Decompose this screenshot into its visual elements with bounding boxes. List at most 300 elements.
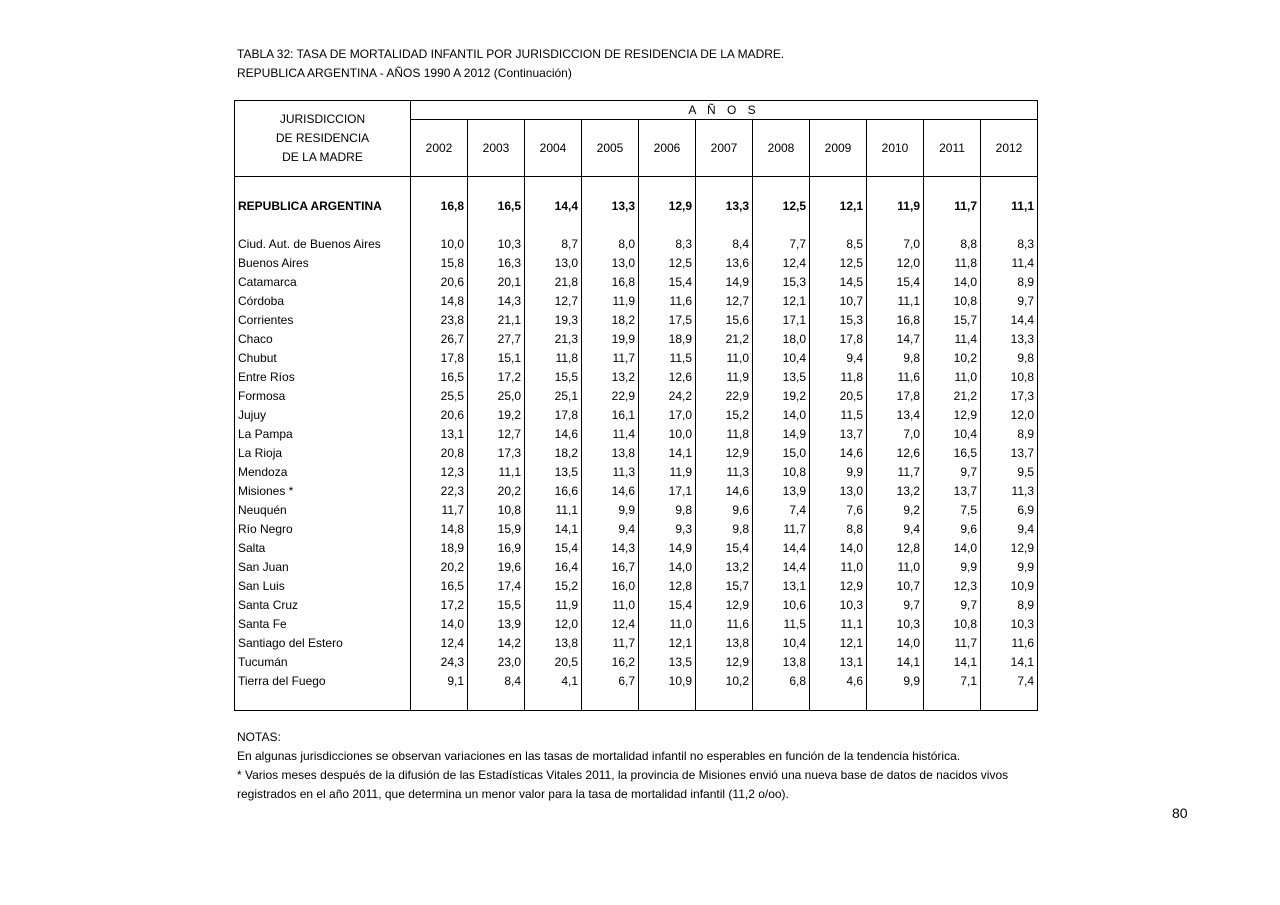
rate-cell: 12,3 bbox=[411, 463, 468, 482]
rate-cell: 18,2 bbox=[525, 444, 582, 463]
rate-cell: 10,2 bbox=[924, 349, 981, 368]
rate-cell: 14,0 bbox=[639, 558, 696, 577]
year-header: 2007 bbox=[696, 120, 753, 177]
table-row bbox=[235, 387, 1038, 406]
rate-cell: 12,9 bbox=[810, 577, 867, 596]
rate-cell: 12,5 bbox=[810, 254, 867, 273]
rate-cell: 11,3 bbox=[582, 463, 639, 482]
rate-cell: 4,1 bbox=[525, 672, 582, 691]
rate-cell: 19,3 bbox=[525, 311, 582, 330]
rate-cell: 21,1 bbox=[468, 311, 525, 330]
rate-cell: 13,8 bbox=[525, 634, 582, 653]
rate-cell: 13,0 bbox=[810, 482, 867, 501]
rate-cell: 16,2 bbox=[582, 653, 639, 672]
jurisdiction-name: Chaco bbox=[235, 330, 411, 349]
rate-cell: 11,4 bbox=[981, 254, 1038, 273]
rate-cell: 11,3 bbox=[981, 482, 1038, 501]
rate-cell: 8,9 bbox=[981, 273, 1038, 292]
rate-cell: 13,7 bbox=[981, 444, 1038, 463]
rate-cell: 14,3 bbox=[582, 539, 639, 558]
rate-cell: 12,9 bbox=[696, 444, 753, 463]
rate-cell: 13,9 bbox=[468, 615, 525, 634]
rate-cell: 17,2 bbox=[411, 596, 468, 615]
rate-cell: 18,0 bbox=[753, 330, 810, 349]
rate-cell: 9,7 bbox=[924, 463, 981, 482]
rate-cell: 6,7 bbox=[582, 672, 639, 691]
year-header: 2008 bbox=[753, 120, 810, 177]
table-row bbox=[235, 254, 1038, 273]
rate-cell: 9,8 bbox=[981, 349, 1038, 368]
rate-cell: 17,8 bbox=[867, 387, 924, 406]
jurisdiction-name: Ciud. Aut. de Buenos Aires bbox=[235, 235, 411, 254]
rate-cell: 10,7 bbox=[867, 577, 924, 596]
rate-cell: 13,3 bbox=[582, 187, 639, 225]
rate-cell: 10,0 bbox=[639, 425, 696, 444]
jurisdiction-name: Salta bbox=[235, 539, 411, 558]
rate-cell: 15,7 bbox=[696, 577, 753, 596]
jurisdiction-name: Córdoba bbox=[235, 292, 411, 311]
rate-cell: 17,3 bbox=[981, 387, 1038, 406]
rate-cell: 21,3 bbox=[525, 330, 582, 349]
rate-cell: 15,1 bbox=[468, 349, 525, 368]
rate-cell: 16,5 bbox=[411, 368, 468, 387]
rate-cell: 25,1 bbox=[525, 387, 582, 406]
rate-cell: 17,0 bbox=[639, 406, 696, 425]
table-row bbox=[235, 463, 1038, 482]
rate-cell: 19,9 bbox=[582, 330, 639, 349]
rate-cell: 11,6 bbox=[867, 368, 924, 387]
rate-cell: 9,9 bbox=[867, 672, 924, 691]
rate-cell: 9,9 bbox=[810, 463, 867, 482]
rate-cell: 13,4 bbox=[867, 406, 924, 425]
rate-cell: 15,7 bbox=[924, 311, 981, 330]
jurisdiction-name: Mendoza bbox=[235, 463, 411, 482]
rate-cell: 11,8 bbox=[696, 425, 753, 444]
rate-cell: 20,5 bbox=[810, 387, 867, 406]
rate-cell: 22,3 bbox=[411, 482, 468, 501]
rate-cell: 19,2 bbox=[753, 387, 810, 406]
rate-cell: 18,2 bbox=[582, 311, 639, 330]
rate-cell: 16,8 bbox=[867, 311, 924, 330]
rate-cell: 10,3 bbox=[810, 596, 867, 615]
rate-cell: 15,6 bbox=[696, 311, 753, 330]
rate-cell: 24,3 bbox=[411, 653, 468, 672]
rate-cell: 12,9 bbox=[981, 539, 1038, 558]
rate-cell: 12,9 bbox=[924, 406, 981, 425]
rate-cell: 15,4 bbox=[696, 539, 753, 558]
rate-cell: 21,2 bbox=[924, 387, 981, 406]
jurisdiction-name: Jujuy bbox=[235, 406, 411, 425]
table-row bbox=[235, 672, 1038, 691]
rate-cell: 9,8 bbox=[639, 501, 696, 520]
table-row bbox=[235, 349, 1038, 368]
rate-cell: 20,6 bbox=[411, 406, 468, 425]
rate-cell: 20,8 bbox=[411, 444, 468, 463]
rate-cell: 17,1 bbox=[753, 311, 810, 330]
note-line: registrados en el año 2011, que determina un menor valor para la tasa de mortalidad infantil (11,2 o/oo). bbox=[237, 787, 789, 801]
notes-heading: NOTAS: bbox=[237, 730, 281, 744]
rate-cell: 11,9 bbox=[696, 368, 753, 387]
jurisdiction-name: Buenos Aires bbox=[235, 254, 411, 273]
rate-cell: 7,5 bbox=[924, 501, 981, 520]
table-row bbox=[235, 292, 1038, 311]
rate-cell: 7,0 bbox=[867, 425, 924, 444]
rate-cell: 16,5 bbox=[411, 577, 468, 596]
rate-cell: 17,3 bbox=[468, 444, 525, 463]
jurisdiction-name: Río Negro bbox=[235, 520, 411, 539]
rate-cell: 10,3 bbox=[468, 235, 525, 254]
rate-cell: 4,6 bbox=[810, 672, 867, 691]
rate-cell: 17,1 bbox=[639, 482, 696, 501]
rate-cell: 8,0 bbox=[582, 235, 639, 254]
rate-cell: 13,0 bbox=[525, 254, 582, 273]
rate-cell: 11,0 bbox=[639, 615, 696, 634]
table-row bbox=[235, 368, 1038, 387]
rate-cell: 13,5 bbox=[525, 463, 582, 482]
rate-cell: 10,3 bbox=[867, 615, 924, 634]
rate-cell: 16,9 bbox=[468, 539, 525, 558]
table-row bbox=[235, 311, 1038, 330]
jurisdiction-name: Misiones * bbox=[235, 482, 411, 501]
rate-cell: 13,5 bbox=[753, 368, 810, 387]
rate-cell: 6,9 bbox=[981, 501, 1038, 520]
year-header: 2006 bbox=[639, 120, 696, 177]
rate-cell: 15,0 bbox=[753, 444, 810, 463]
rate-cell: 14,6 bbox=[582, 482, 639, 501]
page-number: 80 bbox=[1172, 805, 1188, 821]
rate-cell: 10,8 bbox=[924, 292, 981, 311]
rate-cell: 16,0 bbox=[582, 577, 639, 596]
rate-cell: 13,7 bbox=[924, 482, 981, 501]
rate-cell: 27,7 bbox=[468, 330, 525, 349]
rate-cell: 16,5 bbox=[924, 444, 981, 463]
table-row bbox=[235, 444, 1038, 463]
rate-cell: 11,6 bbox=[639, 292, 696, 311]
rate-cell: 13,1 bbox=[810, 653, 867, 672]
rate-cell: 11,7 bbox=[582, 349, 639, 368]
rate-cell: 9,3 bbox=[639, 520, 696, 539]
rate-cell: 15,4 bbox=[525, 539, 582, 558]
rate-cell: 12,7 bbox=[468, 425, 525, 444]
rate-cell: 11,1 bbox=[468, 463, 525, 482]
rate-cell: 12,1 bbox=[810, 634, 867, 653]
rate-cell: 6,8 bbox=[753, 672, 810, 691]
rate-cell: 10,8 bbox=[468, 501, 525, 520]
rate-cell: 8,4 bbox=[468, 672, 525, 691]
rate-cell: 15,9 bbox=[468, 520, 525, 539]
rate-cell: 11,9 bbox=[867, 187, 924, 225]
jurisdiction-name: Corrientes bbox=[235, 311, 411, 330]
rate-cell: 9,1 bbox=[411, 672, 468, 691]
table-title: TABLA 32: TASA DE MORTALIDAD INFANTIL POR JURISDICCION DE RESIDENCIA DE LA MADRE. bbox=[237, 47, 785, 61]
rate-cell: 11,7 bbox=[582, 634, 639, 653]
rate-cell: 11,7 bbox=[924, 634, 981, 653]
note-line: En algunas jurisdicciones se observan variaciones en las tasas de mortalidad infantil no esperables en función de la tendencia histórica. bbox=[237, 749, 961, 763]
jurisdiction-name: Neuquén bbox=[235, 501, 411, 520]
rate-cell: 11,1 bbox=[867, 292, 924, 311]
rate-cell: 10,4 bbox=[753, 634, 810, 653]
rate-cell: 8,4 bbox=[696, 235, 753, 254]
rate-cell: 9,7 bbox=[981, 292, 1038, 311]
rate-cell: 14,9 bbox=[696, 273, 753, 292]
rate-cell: 12,8 bbox=[639, 577, 696, 596]
year-header: 2004 bbox=[525, 120, 582, 177]
rate-cell: 23,0 bbox=[468, 653, 525, 672]
year-header: 2003 bbox=[468, 120, 525, 177]
rate-cell: 15,2 bbox=[696, 406, 753, 425]
rate-cell: 13,1 bbox=[411, 425, 468, 444]
rate-cell: 8,3 bbox=[981, 235, 1038, 254]
rate-cell: 11,0 bbox=[696, 349, 753, 368]
rate-cell: 14,8 bbox=[411, 520, 468, 539]
year-header: 2011 bbox=[924, 120, 981, 177]
rate-cell: 17,8 bbox=[411, 349, 468, 368]
rate-cell: 14,8 bbox=[411, 292, 468, 311]
rate-cell: 18,9 bbox=[411, 539, 468, 558]
rate-cell: 9,9 bbox=[981, 558, 1038, 577]
rate-cell: 9,4 bbox=[981, 520, 1038, 539]
jurisdiction-name: Tierra del Fuego bbox=[235, 672, 411, 691]
rate-cell: 21,8 bbox=[525, 273, 582, 292]
rate-cell: 11,7 bbox=[753, 520, 810, 539]
rate-cell: 11,6 bbox=[696, 615, 753, 634]
year-header: 2009 bbox=[810, 120, 867, 177]
rate-cell: 20,2 bbox=[411, 558, 468, 577]
rate-cell: 15,8 bbox=[411, 254, 468, 273]
rate-cell: 9,4 bbox=[810, 349, 867, 368]
rate-cell: 11,1 bbox=[981, 187, 1038, 225]
rate-cell: 11,8 bbox=[924, 254, 981, 273]
table-row bbox=[235, 520, 1038, 539]
rate-cell: 12,1 bbox=[639, 634, 696, 653]
rate-cell: 14,3 bbox=[468, 292, 525, 311]
rate-cell: 12,9 bbox=[696, 596, 753, 615]
rate-cell: 9,8 bbox=[696, 520, 753, 539]
rate-cell: 14,1 bbox=[525, 520, 582, 539]
table-row bbox=[235, 235, 1038, 254]
rate-cell: 11,4 bbox=[924, 330, 981, 349]
rate-cell: 11,5 bbox=[753, 615, 810, 634]
rate-cell: 19,2 bbox=[468, 406, 525, 425]
rate-cell: 12,5 bbox=[753, 187, 810, 225]
rate-cell: 15,3 bbox=[753, 273, 810, 292]
rate-cell: 10,9 bbox=[639, 672, 696, 691]
rate-cell: 13,2 bbox=[867, 482, 924, 501]
rate-cell: 11,5 bbox=[810, 406, 867, 425]
rate-cell: 11,6 bbox=[981, 634, 1038, 653]
rate-cell: 20,6 bbox=[411, 273, 468, 292]
rate-cell: 8,3 bbox=[639, 235, 696, 254]
rate-cell: 10,7 bbox=[810, 292, 867, 311]
rate-cell: 11,7 bbox=[924, 187, 981, 225]
rate-cell: 13,9 bbox=[753, 482, 810, 501]
table-row bbox=[235, 634, 1038, 653]
rate-cell: 11,7 bbox=[867, 463, 924, 482]
rate-cell: 10,2 bbox=[696, 672, 753, 691]
rate-cell: 11,9 bbox=[639, 463, 696, 482]
rate-cell: 11,7 bbox=[411, 501, 468, 520]
rate-cell: 14,1 bbox=[981, 653, 1038, 672]
rate-cell: 9,7 bbox=[924, 596, 981, 615]
year-header: 2010 bbox=[867, 120, 924, 177]
rate-cell: 9,9 bbox=[582, 501, 639, 520]
rate-cell: 16,8 bbox=[411, 187, 468, 225]
jurisdiction-name: REPUBLICA ARGENTINA bbox=[235, 187, 411, 225]
jurisdiction-name: Santa Fe bbox=[235, 615, 411, 634]
rate-cell: 17,8 bbox=[525, 406, 582, 425]
rate-cell: 8,8 bbox=[924, 235, 981, 254]
rate-cell: 8,5 bbox=[810, 235, 867, 254]
rate-cell: 10,8 bbox=[981, 368, 1038, 387]
rate-cell: 17,5 bbox=[639, 311, 696, 330]
rate-cell: 10,9 bbox=[981, 577, 1038, 596]
jurisdiction-header: JURISDICCION DE RESIDENCIA DE LA MADRE bbox=[235, 101, 411, 177]
rate-cell: 10,8 bbox=[753, 463, 810, 482]
rate-cell: 14,4 bbox=[525, 187, 582, 225]
jurisdiction-name: Santa Cruz bbox=[235, 596, 411, 615]
rate-cell: 14,9 bbox=[639, 539, 696, 558]
rate-cell: 14,0 bbox=[411, 615, 468, 634]
rate-cell: 11,0 bbox=[810, 558, 867, 577]
rate-cell: 12,1 bbox=[810, 187, 867, 225]
jurisdiction-name: Catamarca bbox=[235, 273, 411, 292]
rate-cell: 15,4 bbox=[639, 273, 696, 292]
rate-cell: 7,6 bbox=[810, 501, 867, 520]
rate-cell: 14,0 bbox=[810, 539, 867, 558]
jurisdiction-name: Formosa bbox=[235, 387, 411, 406]
table-row bbox=[235, 330, 1038, 349]
rate-cell: 14,4 bbox=[981, 311, 1038, 330]
rate-cell: 14,0 bbox=[753, 406, 810, 425]
rate-cell: 13,1 bbox=[753, 577, 810, 596]
rate-cell: 12,6 bbox=[867, 444, 924, 463]
rate-cell: 14,0 bbox=[867, 634, 924, 653]
rate-cell: 11,0 bbox=[924, 368, 981, 387]
rate-cell: 13,5 bbox=[639, 653, 696, 672]
rate-cell: 14,5 bbox=[810, 273, 867, 292]
rate-cell: 14,0 bbox=[924, 273, 981, 292]
rate-cell: 20,5 bbox=[525, 653, 582, 672]
table-row bbox=[235, 596, 1038, 615]
rate-cell: 9,4 bbox=[867, 520, 924, 539]
rate-cell: 15,5 bbox=[525, 368, 582, 387]
rate-cell: 14,1 bbox=[867, 653, 924, 672]
rate-cell: 18,9 bbox=[639, 330, 696, 349]
rate-cell: 25,5 bbox=[411, 387, 468, 406]
jurisdiction-name: Santiago del Estero bbox=[235, 634, 411, 653]
rate-cell: 8,8 bbox=[810, 520, 867, 539]
rate-cell: 7,0 bbox=[867, 235, 924, 254]
rate-cell: 20,2 bbox=[468, 482, 525, 501]
jurisdiction-name: San Luis bbox=[235, 577, 411, 596]
jurisdiction-name: La Rioja bbox=[235, 444, 411, 463]
rate-cell: 16,6 bbox=[525, 482, 582, 501]
rate-cell: 14,1 bbox=[924, 653, 981, 672]
rate-cell: 14,6 bbox=[696, 482, 753, 501]
jurisdiction-name: Chubut bbox=[235, 349, 411, 368]
rate-cell: 10,0 bbox=[411, 235, 468, 254]
rate-cell: 16,4 bbox=[525, 558, 582, 577]
rate-cell: 17,2 bbox=[468, 368, 525, 387]
rate-cell: 20,1 bbox=[468, 273, 525, 292]
year-header: 2002 bbox=[411, 120, 468, 177]
rate-cell: 12,0 bbox=[981, 406, 1038, 425]
rate-cell: 14,6 bbox=[810, 444, 867, 463]
rate-cell: 7,1 bbox=[924, 672, 981, 691]
rate-cell: 11,9 bbox=[525, 596, 582, 615]
rate-cell: 7,7 bbox=[753, 235, 810, 254]
table-row bbox=[235, 482, 1038, 501]
rate-cell: 26,7 bbox=[411, 330, 468, 349]
rate-cell: 9,6 bbox=[924, 520, 981, 539]
rate-cell: 10,4 bbox=[924, 425, 981, 444]
rate-cell: 12,9 bbox=[639, 187, 696, 225]
rate-cell: 13,7 bbox=[810, 425, 867, 444]
table-row bbox=[235, 406, 1038, 425]
rate-cell: 25,0 bbox=[468, 387, 525, 406]
rate-cell: 12,9 bbox=[696, 653, 753, 672]
rate-cell: 12,4 bbox=[753, 254, 810, 273]
rate-cell: 13,0 bbox=[582, 254, 639, 273]
rate-cell: 17,8 bbox=[810, 330, 867, 349]
table-row bbox=[235, 615, 1038, 634]
table-row bbox=[235, 273, 1038, 292]
years-header: A Ñ O S bbox=[411, 101, 1038, 120]
rate-cell: 9,5 bbox=[981, 463, 1038, 482]
rate-cell: 10,6 bbox=[753, 596, 810, 615]
rate-cell: 15,3 bbox=[810, 311, 867, 330]
rate-cell: 13,2 bbox=[582, 368, 639, 387]
rate-cell: 15,4 bbox=[639, 596, 696, 615]
rate-cell: 11,0 bbox=[867, 558, 924, 577]
rate-cell: 8,9 bbox=[981, 425, 1038, 444]
rate-cell: 13,6 bbox=[696, 254, 753, 273]
table-subtitle: REPUBLICA ARGENTINA - AÑOS 1990 A 2012 (Continuación) bbox=[237, 66, 572, 80]
rate-cell: 10,8 bbox=[924, 615, 981, 634]
rate-cell: 8,7 bbox=[525, 235, 582, 254]
table-row bbox=[235, 501, 1038, 520]
rate-cell: 14,7 bbox=[867, 330, 924, 349]
rate-cell: 11,4 bbox=[582, 425, 639, 444]
rate-cell: 22,9 bbox=[582, 387, 639, 406]
rate-cell: 13,3 bbox=[981, 330, 1038, 349]
rate-cell: 11,0 bbox=[582, 596, 639, 615]
rate-cell: 12,5 bbox=[639, 254, 696, 273]
table-row bbox=[235, 425, 1038, 444]
rate-cell: 10,3 bbox=[981, 615, 1038, 634]
rate-cell: 23,8 bbox=[411, 311, 468, 330]
rate-cell: 12,0 bbox=[525, 615, 582, 634]
rate-cell: 11,1 bbox=[525, 501, 582, 520]
jurisdiction-name: Tucumán bbox=[235, 653, 411, 672]
rate-cell: 9,6 bbox=[696, 501, 753, 520]
rate-cell: 15,5 bbox=[468, 596, 525, 615]
rate-cell: 7,4 bbox=[981, 672, 1038, 691]
rate-cell: 12,4 bbox=[411, 634, 468, 653]
rate-cell: 13,3 bbox=[696, 187, 753, 225]
table-row bbox=[235, 577, 1038, 596]
mortality-table bbox=[234, 100, 1038, 711]
year-header: 2012 bbox=[981, 120, 1038, 177]
rate-cell: 9,2 bbox=[867, 501, 924, 520]
rate-cell: 16,1 bbox=[582, 406, 639, 425]
table-row bbox=[235, 653, 1038, 672]
rate-cell: 13,8 bbox=[582, 444, 639, 463]
jurisdiction-name: La Pampa bbox=[235, 425, 411, 444]
rate-cell: 17,4 bbox=[468, 577, 525, 596]
table-row bbox=[235, 539, 1038, 558]
note-line: * Varios meses después de la difusión de las Estadísticas Vitales 2011, la provincia de Misiones envió una nueva base de datos de nacidos vivos bbox=[237, 768, 1009, 782]
